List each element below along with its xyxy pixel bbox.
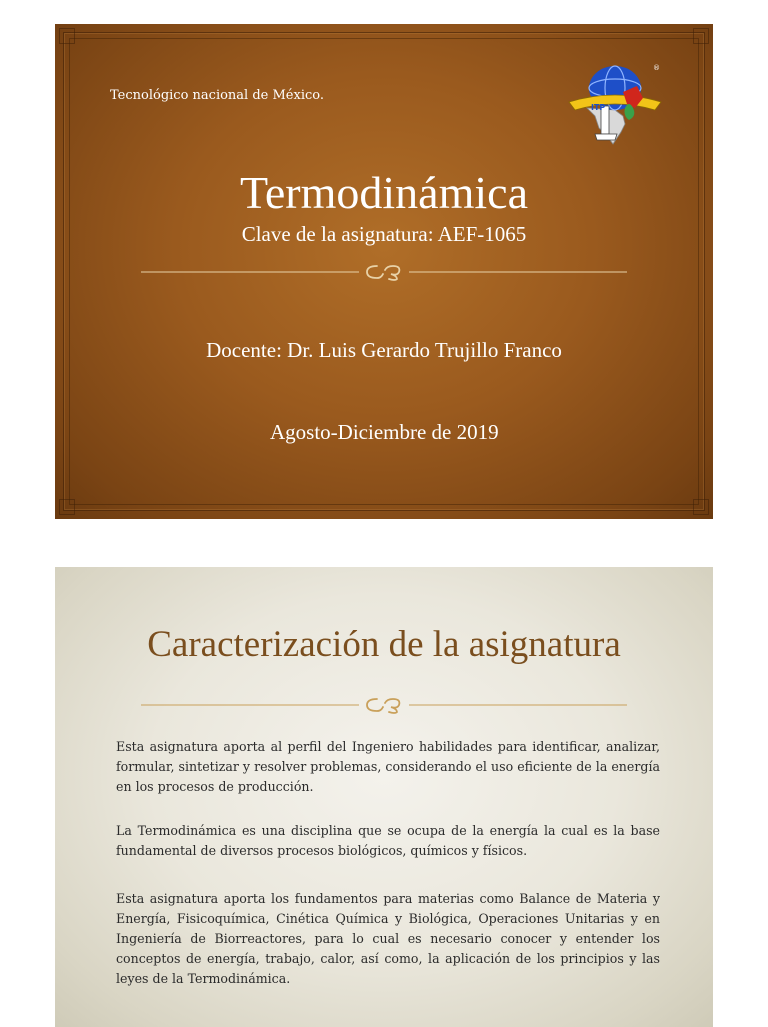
title-slide — [55, 24, 713, 519]
registered-mark: ® — [653, 64, 660, 72]
frame-corner — [693, 499, 709, 515]
institution-name: Tecnológico nacional de México. — [110, 88, 324, 103]
frame-corner — [693, 28, 709, 44]
paragraph: Esta asignatura aporta los fundamentos para materias como Balance de Materia y Energía, Fisicoquímica, Cinética Química y Biológica, Operaciones Unitarias y en Ingeniería de Biorreactores, para lo cual es necesario conocer y entender los conceptos de energía, trabajo, calor, así como, la aplicación de los principios y las leyes de la Termodinámica. — [116, 891, 660, 986]
teacher-name: Docente: Dr. Luis Gerardo Trujillo Franco — [206, 338, 562, 362]
frame-corner — [59, 28, 75, 44]
slide-title: Termodinámica — [240, 167, 528, 218]
course-code: Clave de la asignatura: AEF-1065 — [241, 222, 527, 246]
academic-period: Agosto-Diciembre de 2019 — [270, 420, 499, 444]
frame-corner — [59, 499, 75, 515]
content-slide — [55, 567, 713, 1027]
slide-title: Caracterización de la asignatura — [147, 624, 621, 665]
ornament-divider — [141, 695, 627, 715]
paragraph: Esta asignatura aporta al perfil del Ingeniero habilidades para identificar, analizar, formular, sintetizar y resolver problemas, considerando el uso eficiente de la energía en los procesos de producción. — [116, 739, 660, 794]
institution-logo — [565, 58, 665, 148]
ornament-divider — [141, 262, 627, 282]
svg-text:ITP: ITP — [591, 103, 606, 112]
paragraph: La Termodinámica es una disciplina que se ocupa de la energía la cual es la base fundamental de diversos procesos biológicos, químicos y físicos. — [116, 823, 660, 858]
